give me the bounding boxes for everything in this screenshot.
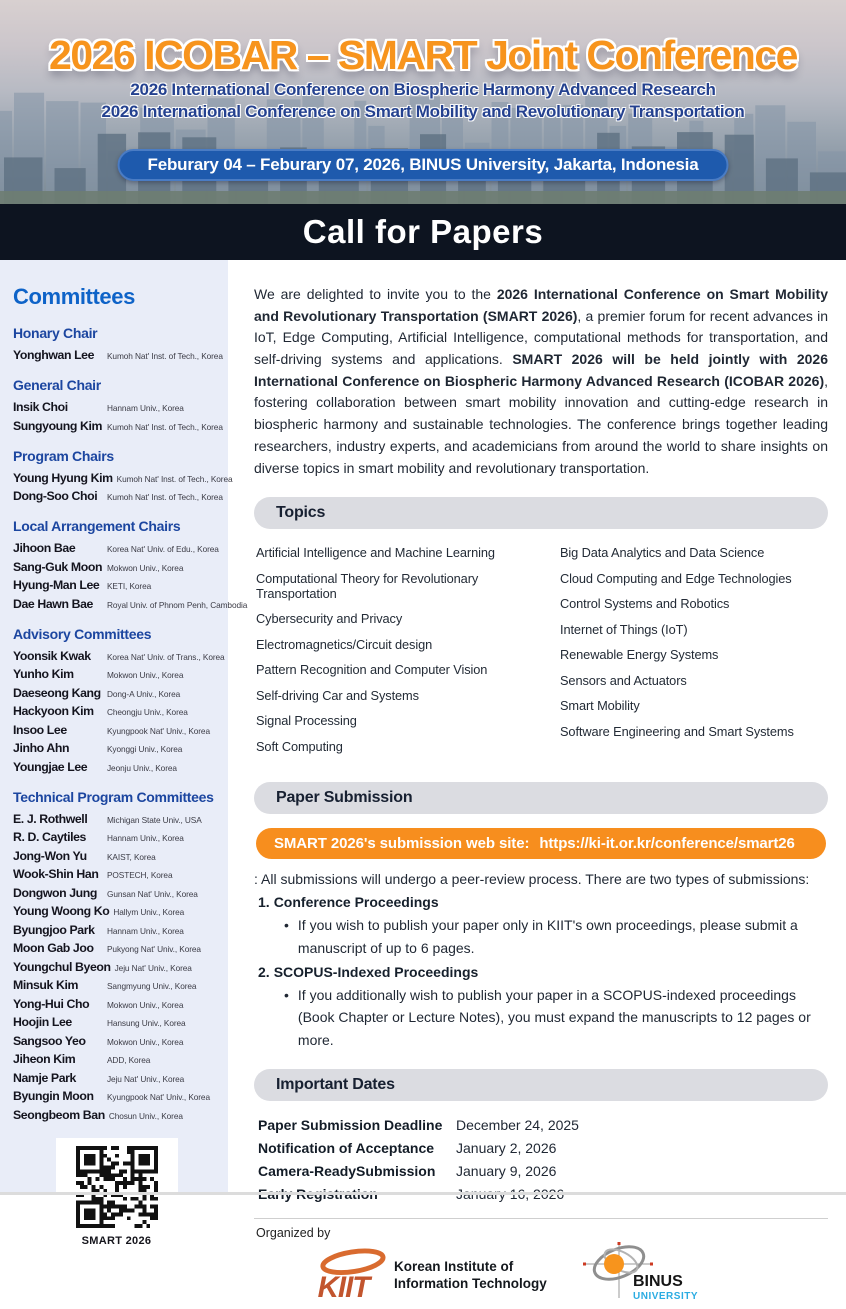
topics-section-header: Topics bbox=[254, 497, 828, 529]
committee-member-row bbox=[13, 489, 223, 503]
committee-member-row bbox=[13, 686, 220, 700]
date-label: Paper Submission Deadline bbox=[258, 1117, 443, 1134]
member-affiliation: Hannam Univ., Korea bbox=[107, 833, 184, 843]
member-name: Dongwon Jung bbox=[13, 885, 97, 900]
member-affiliation: Hansung Univ., Korea bbox=[107, 1018, 186, 1028]
committee-member-row bbox=[13, 704, 220, 718]
topic-item: Self-driving Car and Systems bbox=[256, 687, 419, 703]
topic-item: Software Engineering and Smart Systems bbox=[560, 723, 794, 739]
member-affiliation: Gunsan Nat' Univ., Korea bbox=[107, 888, 198, 899]
member-name: Byungin Moon bbox=[13, 1089, 94, 1103]
committee-member-row bbox=[13, 830, 220, 844]
topic-item: Renewable Energy Systems bbox=[560, 647, 719, 663]
member-name: Moon Gab Joo bbox=[13, 941, 94, 955]
member-name: Insik Choi bbox=[13, 400, 68, 414]
submission-type-title bbox=[254, 964, 828, 980]
kiit-name-line2: Information Technology bbox=[394, 1275, 547, 1291]
committee-member-row bbox=[13, 904, 220, 918]
committee-member-row bbox=[13, 1052, 220, 1066]
binus-name: BINUS bbox=[632, 1273, 683, 1291]
committee-members bbox=[13, 400, 223, 433]
member-name: Yong-Hui Cho bbox=[13, 996, 90, 1011]
submission-type-number: 2. bbox=[258, 963, 270, 980]
committee-member-row bbox=[13, 812, 220, 826]
topics-list bbox=[254, 543, 828, 764]
committee-members bbox=[13, 541, 248, 611]
intro-paragraph: We are delighted to invite you to the 2026 International Conference on Smart Mobility and Revolutionary Transportation (SMART 2026), a premier forum for recent advances in IoT, Edge Computing, Artificial Intelligence, computational methods for transportation, and self-driving systems and applications. SMART 2026 will be held jointly with 2026 International Conference on Biospheric Harmony Advanced Research (ICOBAR 2026), fostering collaboration between smart mobility innovation and cutting-edge research in biospheric harmony and sustainable technologies. The conference brings together leading researchers, industry experts, and academicians from around the world to share insights on diverse topics in smart mobility and revolutionary transportation. bbox=[254, 286, 828, 476]
committee-member-row bbox=[13, 997, 220, 1011]
committee-member-row bbox=[13, 886, 220, 900]
member-name: Minsuk Kim bbox=[13, 978, 79, 992]
committees-sidebar bbox=[0, 260, 248, 1247]
committee-section bbox=[13, 789, 220, 1122]
kiit-logo-icon bbox=[316, 1249, 386, 1303]
committee-section-heading: Program Chairs bbox=[13, 447, 114, 464]
committee-member-row bbox=[13, 578, 220, 592]
committee-member-row bbox=[13, 1108, 220, 1122]
committee-member-row bbox=[13, 596, 248, 611]
submission-type bbox=[254, 894, 828, 959]
topic-item: Big Data Analytics and Data Science bbox=[560, 545, 765, 561]
member-name: Youngjae Lee bbox=[13, 759, 88, 774]
member-name: Daeseong Kang bbox=[13, 685, 101, 700]
topic-item: Internet of Things (IoT) bbox=[560, 621, 688, 637]
member-name: Namje Park bbox=[13, 1070, 76, 1085]
committee-member-row bbox=[13, 470, 233, 485]
committee-member-row bbox=[13, 648, 225, 663]
header-banner bbox=[0, 0, 846, 204]
submission-type-title bbox=[254, 894, 828, 910]
member-name: Hoojin Lee bbox=[13, 1015, 72, 1029]
topic-item: Control Systems and Robotics bbox=[560, 596, 730, 612]
member-affiliation: Korea Nat' Univ. of Trans., Korea bbox=[107, 651, 225, 662]
submission-type-detail bbox=[254, 914, 828, 959]
committee-member-row bbox=[13, 667, 220, 681]
member-name: Yunho Kim bbox=[13, 667, 74, 681]
qr-label: SMART 2026 bbox=[81, 1234, 152, 1247]
call-for-papers-band bbox=[0, 204, 846, 260]
submission-type-detail bbox=[254, 984, 828, 1051]
member-name: Sang-Guk Moon bbox=[13, 559, 103, 574]
qr-card bbox=[56, 1138, 178, 1254]
submission-note: : All submissions will undergo a peer-review process. There are two types of submissions: bbox=[254, 871, 810, 888]
topic-item: Cybersecurity and Privacy bbox=[256, 611, 403, 627]
committee-member-row bbox=[13, 1071, 220, 1085]
member-affiliation: Kyungpook Nat' Univ., Korea bbox=[107, 1092, 210, 1102]
committee-member-row bbox=[13, 1015, 220, 1029]
committee-member-row bbox=[13, 1089, 220, 1103]
topic-item: Signal Processing bbox=[256, 713, 357, 729]
topic-item: Soft Computing bbox=[256, 738, 343, 754]
topic-item: Sensors and Actuators bbox=[560, 672, 687, 688]
main-content bbox=[228, 260, 846, 1304]
member-affiliation: POSTECH, Korea bbox=[107, 870, 173, 880]
committee-section-heading: Advisory Committees bbox=[13, 625, 152, 642]
member-name: Youngchul Byeon bbox=[13, 959, 111, 974]
date-value: December 24, 2025 bbox=[456, 1117, 579, 1134]
committee-member-row bbox=[13, 348, 223, 362]
submission-type bbox=[254, 964, 828, 1051]
committee-member-row bbox=[13, 418, 223, 433]
member-affiliation: Pukyong Nat' Univ., Korea bbox=[107, 944, 201, 954]
member-name: Young Hyung Kim bbox=[13, 470, 113, 485]
member-affiliation: Korea Nat' Univ. of Edu., Korea bbox=[107, 544, 219, 554]
topic-item: Smart Mobility bbox=[560, 698, 640, 714]
organized-by-label: Organized by bbox=[256, 1226, 331, 1241]
member-affiliation: Kumoh Nat' Inst. of Tech., Korea bbox=[107, 421, 223, 432]
member-affiliation: Jeju Nat' Univ., Korea bbox=[107, 1073, 185, 1084]
kiit-logo bbox=[316, 1249, 547, 1303]
member-affiliation: Kyonggi Univ., Korea bbox=[107, 744, 183, 754]
member-affiliation: Kyungpook Nat' Univ., Korea bbox=[107, 725, 210, 736]
date-location-banner: Feburary 04 – Feburary 07, 2026, BINUS University, Jakarta, Indonesia bbox=[118, 149, 729, 181]
committee-section-heading: Local Arrangement Chairs bbox=[13, 518, 181, 534]
member-affiliation: Royal Univ. of Phnom Penh, Cambodia bbox=[107, 599, 248, 610]
bullet-icon: • bbox=[284, 986, 289, 1003]
member-name: R. D. Caytiles bbox=[13, 830, 86, 844]
committee-member-row bbox=[13, 400, 220, 414]
date-label: Notification of Acceptance bbox=[258, 1140, 435, 1157]
member-name: Young Woong Ko bbox=[13, 904, 110, 918]
submission-detail-text: If you wish to publish your paper only in KIIT's own proceedings, please submit a manuscript of up to 6 pages. bbox=[297, 917, 798, 956]
committee-member-row bbox=[13, 723, 220, 737]
submission-type-name: SCOPUS-Indexed Proceedings bbox=[273, 963, 479, 980]
member-name: Jong-Won Yu bbox=[13, 848, 87, 863]
member-affiliation: Mokwon Univ., Korea bbox=[107, 999, 184, 1010]
member-affiliation: Mokwon Univ., Korea bbox=[107, 670, 184, 680]
member-name: Wook-Shin Han bbox=[13, 867, 99, 881]
member-affiliation: Hannam Univ., Korea bbox=[107, 925, 184, 936]
submission-detail-text: If you additionally wish to publish your paper in a SCOPUS-indexed proceedings (Book Chapter or Lecture Notes), you must expand the manuscripts to 12 pages or more. bbox=[297, 986, 811, 1048]
member-affiliation: Mokwon Univ., Korea bbox=[107, 1036, 184, 1047]
member-name: Jinho Ahn bbox=[13, 741, 70, 755]
content-body bbox=[0, 260, 846, 1304]
committee-members bbox=[13, 470, 233, 504]
submission-type-name: Conference Proceedings bbox=[273, 894, 439, 911]
member-affiliation: Kumoh Nat' Inst. of Tech., Korea bbox=[107, 351, 223, 361]
committee-member-row bbox=[13, 560, 220, 574]
page-title: Call for Papers bbox=[302, 213, 544, 250]
member-affiliation: Mokwon Univ., Korea bbox=[107, 562, 184, 573]
topic-item: Electromagnetics/Circuit design bbox=[256, 636, 433, 652]
committee-section-heading: Honary Chair bbox=[13, 325, 98, 341]
committee-sections bbox=[13, 325, 248, 1122]
member-name: Jihoon Bae bbox=[13, 541, 76, 555]
submission-url-link[interactable]: https://ki-it.or.kr/conference/smart26 bbox=[539, 835, 795, 853]
important-dates-section-header: Important Dates bbox=[254, 1069, 828, 1101]
binus-logo bbox=[583, 1242, 705, 1309]
member-name: Hyung-Man Lee bbox=[13, 578, 100, 592]
member-name: Hackyoon Kim bbox=[13, 704, 94, 718]
kiit-name bbox=[394, 1259, 547, 1293]
committee-member-row bbox=[13, 867, 220, 881]
topic-item: Cloud Computing and Edge Technologies bbox=[560, 570, 792, 586]
committee-member-row bbox=[13, 941, 220, 955]
member-affiliation: ADD, Korea bbox=[107, 1055, 151, 1065]
member-affiliation: Jeju Nat' Univ., Korea bbox=[114, 962, 192, 973]
member-name: Jiheon Kim bbox=[13, 1052, 76, 1066]
conference-subtitle-smart: 2026 International Conference on Smart Mobility and Revolutionary Transportation bbox=[101, 102, 745, 122]
committee-member-row bbox=[13, 760, 220, 774]
committee-members bbox=[13, 648, 225, 774]
committee-member-row bbox=[13, 960, 220, 974]
topic-item: Pattern Recognition and Computer Vision bbox=[256, 662, 488, 678]
committee-section-heading: Technical Program Committees bbox=[13, 788, 214, 805]
bullet-icon: • bbox=[284, 917, 289, 934]
important-dates-table bbox=[254, 1115, 828, 1202]
member-affiliation: Chosun Univ., Korea bbox=[108, 1110, 183, 1121]
topics-column-right bbox=[560, 545, 826, 764]
member-affiliation: Jeonju Univ., Korea bbox=[107, 762, 177, 773]
date-value: January 9, 2026 bbox=[456, 1163, 557, 1180]
committee-members bbox=[13, 812, 220, 1122]
binus-logo-icon bbox=[583, 1242, 705, 1304]
committee-member-row bbox=[13, 541, 220, 555]
member-affiliation: KAIST, Korea bbox=[107, 851, 156, 862]
committee-member-row bbox=[13, 741, 220, 755]
submission-website-banner[interactable] bbox=[256, 828, 826, 859]
member-affiliation: Dong-A Univ., Korea bbox=[107, 688, 181, 699]
kiit-logo-text: KIIT bbox=[317, 1270, 370, 1304]
member-affiliation: Kumoh Nat' Inst. of Tech., Korea bbox=[116, 473, 233, 484]
member-affiliation: Kumoh Nat' Inst. of Tech., Korea bbox=[107, 492, 223, 502]
committee-section-heading: General Chair bbox=[13, 377, 101, 393]
member-name: Byungjoo Park bbox=[13, 922, 95, 937]
organizer-logos bbox=[256, 1240, 826, 1309]
header-text bbox=[0, 0, 846, 124]
member-name: Dae Hawn Bae bbox=[13, 596, 93, 611]
member-name: Insoo Lee bbox=[13, 722, 67, 737]
member-affiliation: Hannam Univ., Korea bbox=[107, 403, 184, 413]
topics-column-left bbox=[256, 545, 556, 764]
committee-members bbox=[13, 348, 223, 362]
member-name: Yoonsik Kwak bbox=[13, 648, 91, 663]
topic-item: Computational Theory for Revolutionary Transportation bbox=[256, 570, 479, 601]
submission-type-number: 1. bbox=[258, 894, 270, 911]
paper-submission-section-header: Paper Submission bbox=[254, 782, 828, 814]
qr-code-icon bbox=[76, 1146, 158, 1228]
topic-item: Artificial Intelligence and Machine Learning bbox=[256, 545, 495, 561]
footer-divider bbox=[0, 1192, 846, 1195]
committee-section bbox=[13, 447, 233, 504]
member-affiliation: Sangmyung Univ., Korea bbox=[107, 981, 197, 991]
committee-section bbox=[13, 625, 225, 774]
member-name: Sungyoung Kim bbox=[13, 418, 103, 433]
committee-section bbox=[13, 377, 223, 433]
conference-subtitle-icobar: 2026 International Conference on Biospheric Harmony Advanced Research bbox=[130, 80, 716, 100]
committee-section bbox=[13, 518, 248, 611]
member-name: Seongbeom Ban bbox=[13, 1107, 105, 1122]
committee-member-row bbox=[13, 978, 220, 992]
committees-heading: Committees bbox=[13, 284, 135, 309]
committee-member-row bbox=[13, 923, 220, 937]
conference-title: 2026 ICOBAR – SMART Joint Conference bbox=[49, 32, 797, 78]
member-affiliation: KETI, Korea bbox=[107, 581, 152, 591]
organizers-block bbox=[254, 1218, 828, 1309]
date-value: January 2, 2026 bbox=[456, 1140, 557, 1157]
committee-member-row bbox=[13, 1034, 220, 1048]
member-name: Yonghwan Lee bbox=[13, 348, 95, 362]
member-name: Dong-Soo Choi bbox=[13, 489, 98, 503]
submission-banner-label: SMART 2026's submission web site: bbox=[274, 835, 530, 853]
date-label: Camera-ReadySubmission bbox=[258, 1163, 436, 1180]
binus-subname: UNIVERSITY bbox=[632, 1291, 698, 1303]
member-name: E. J. Rothwell bbox=[13, 811, 88, 826]
member-name: Sangsoo Yeo bbox=[13, 1033, 86, 1048]
member-affiliation: Cheongju Univ., Korea bbox=[107, 707, 188, 717]
kiit-name-line1: Korean Institute of bbox=[394, 1258, 514, 1274]
submission-types bbox=[254, 894, 828, 1051]
member-affiliation: Michigan State Univ., USA bbox=[107, 814, 202, 825]
committee-member-row bbox=[13, 849, 220, 863]
member-affiliation: Hallym Univ., Korea bbox=[113, 907, 185, 917]
committee-section bbox=[13, 325, 223, 362]
